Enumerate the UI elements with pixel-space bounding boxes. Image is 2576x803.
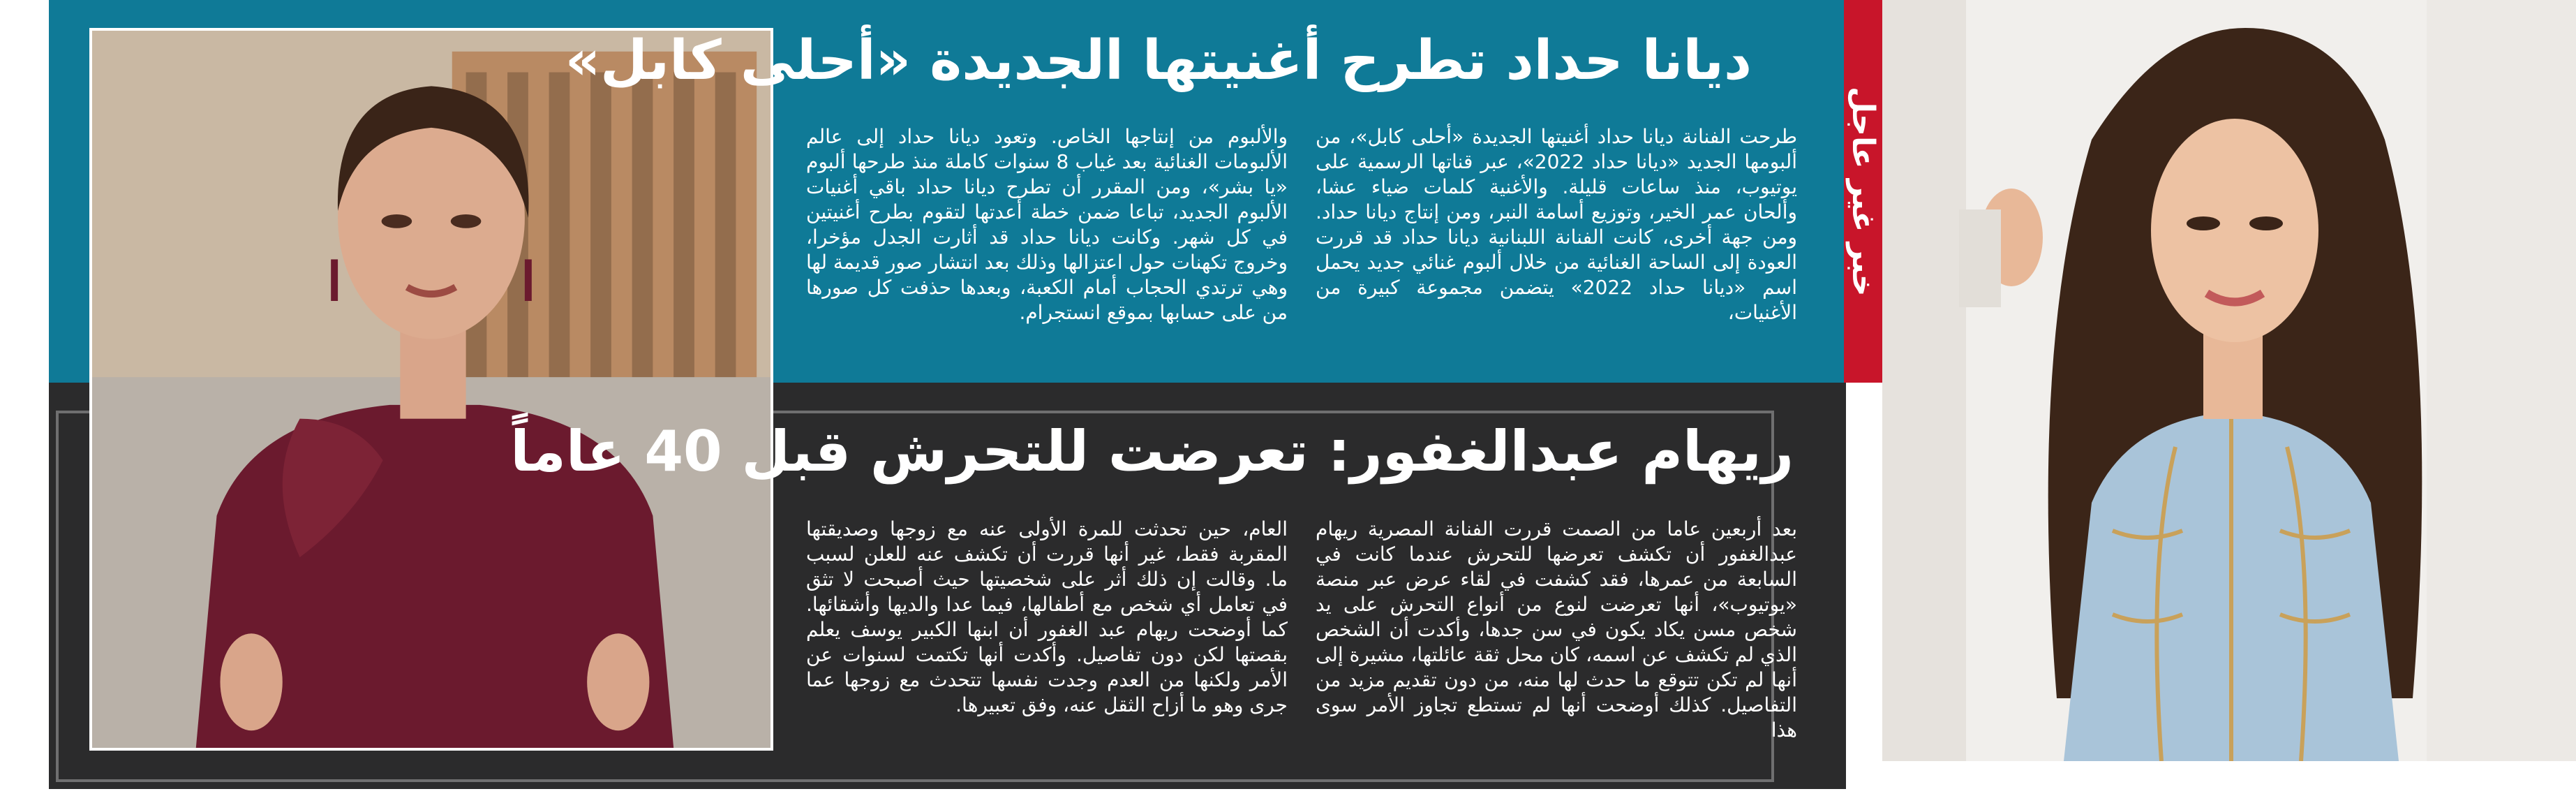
story2-column-right: بعد أربعين عاما من الصمت قررت الفنانة المصرية ريهام عبدالغفور أن تكشف تعرضها للتحرش عندما كانت في السابعة من عمرها، فقد كشفت في لقاء عرض عبر منصة «يوتيوب»، أنها تعرضت لنوع من أنواع التحرش على يد شخص مسن يكاد يكون في سن جدها، وأكدت أن الشخص الذي لم تكشف عن اسمه، كان محل ثقة عائلتها، مشيرة إلى أنها لم تكن تتوقع ما حدث لها منه، من دون تقديم مزيد من التفاصيل. كذلك أوضحت أنها لم تستطع تجاوز الأمر سوى هذا — [1316, 517, 1797, 742]
bottom-divider — [49, 789, 2576, 803]
story2-headline: ريهام عبدالغفور: تعرضت للتحرش قبل 40 عاماً — [510, 419, 1794, 484]
story1-headline: ديانا حداد تطرح أغنيتها الجديدة «أحلى كابل» — [565, 29, 1752, 92]
story2-column-left: العام، حين تحدثت للمرة الأولى عنه مع زوجها وصديقتها المقربة فقط، غير أنها قررت أن تكشف عنه للعلن لسبب ما. وقالت إن ذلك أثر على شخصيتها حيث أصبحت لا تثق في تعامل أي شخص مع أطفالها، فيما عدا والديها وأشقائها. كما أوضحت ريهام عبد الغفور أن ابنها الكبير يوسف يعلم بقصتها لكن دون تفاصيل. وأكدت أنها تكتمت لسنوات عن الأمر ولكنها من العدم وجدت نفسها تتحدث مع زوجها عما جرى وهو ما أزاح الثقل عنه، وفق تعبيرها. — [806, 517, 1288, 716]
section-label — [1844, 0, 1882, 383]
photo-diana-haddad — [1882, 0, 2576, 761]
section-label-text: خبر غير عاجل — [1845, 86, 1881, 297]
story1-column-right: طرحت الفنانة ديانا حداد أغنيتها الجديدة «أحلى كابل»، من ألبومها الجديد «ديانا حداد 2022»، عبر قناتها الرسمية على يوتيوب، منذ ساعات قليلة. والأغنية كلمات ضياء عشا، وألحان عمر الخير، وتوزيع أسامة النبر، ومن إنتاج ديانا حداد. ومن جهة أخرى، كانت الفنانة اللبنانية ديانا حداد قد قررت العودة إلى الساحة الغنائية من خلال ألبوم غنائي جديد يحمل اسم «ديانا حداد 2022» يتضمن مجموعة كبيرة من الأغنيات، — [1316, 125, 1797, 324]
story1-column-left: والألبوم من إنتاجها الخاص. وتعود ديانا حداد إلى عالم الألبومات الغنائية بعد غياب 8 سنوات كاملة منذ طرحها ألبوم «يا بشر»، ومن المقرر أن تطرح ديانا حداد باقي أغنيات الألبوم الجديد، تباعا ضمن خطة أعدتها لتقوم بطرح أغنيتين في كل شهر. وكانت ديانا حداد قد أثارت الجدل مؤخرا، وخروج تكهنات حول اعتزالها وذلك بعد انتشار صور قديمة لها وهي ترتدي الحجاب أمام الكعبة، وبعدها حذفت كل صورها من على حسابها بموقع انستجرام. — [806, 125, 1288, 324]
photo-rehab-abdelghafour — [89, 28, 773, 751]
